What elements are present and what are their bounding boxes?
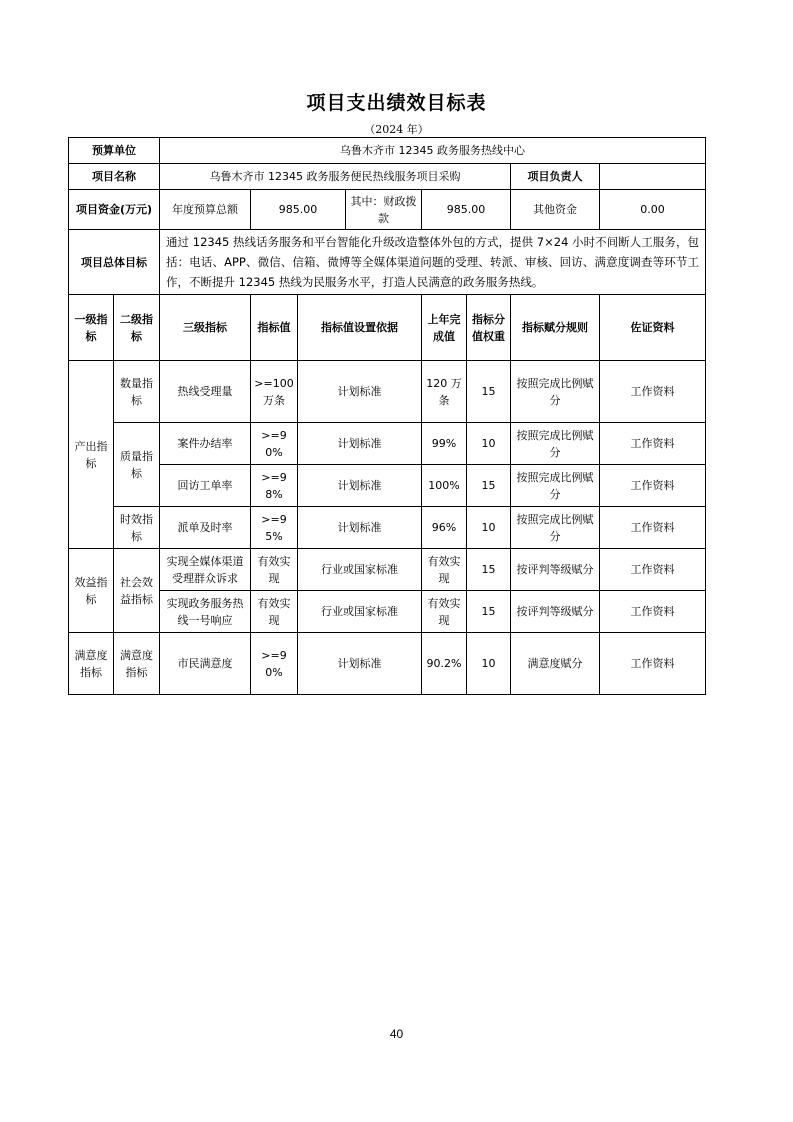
last-year-cell: 96%	[422, 507, 467, 549]
table-row	[69, 507, 706, 549]
basis-cell: 计划标准	[298, 361, 422, 423]
last-year-cell: 90.2%	[422, 633, 467, 695]
indicator-cell: 回访工单率	[160, 465, 251, 507]
evidence-cell: 工作资料	[600, 549, 706, 591]
goal-label: 项目总体目标	[69, 230, 160, 295]
header-row	[69, 295, 706, 361]
weight-cell: 10	[467, 507, 511, 549]
rule-cell: 按照完成比例赋分	[511, 361, 600, 423]
header-rule: 指标赋分规则	[511, 295, 600, 361]
evidence-cell: 工作资料	[600, 423, 706, 465]
table-row	[69, 633, 706, 695]
table-row	[69, 465, 706, 507]
annual-label: 年度预算总额	[160, 190, 251, 230]
year-subtitle: （2024 年）	[364, 123, 429, 136]
value-cell: >=90%	[251, 423, 298, 465]
project-name-label: 项目名称	[69, 164, 160, 190]
basis-cell: 计划标准	[298, 465, 422, 507]
weight-cell: 10	[467, 633, 511, 695]
evidence-cell: 工作资料	[600, 507, 706, 549]
group-social: 社会效益指标	[114, 549, 160, 633]
last-year-cell: 有效实现	[422, 549, 467, 591]
page-title: 项目支出绩效目标表	[306, 92, 487, 114]
rule-cell: 按评判等级赋分	[511, 549, 600, 591]
fiscal-label: 其中：财政拨款	[346, 190, 422, 230]
last-year-cell: 有效实现	[422, 591, 467, 633]
basis-cell: 行业或国家标准	[298, 549, 422, 591]
weight-cell: 15	[467, 465, 511, 507]
indicator-cell: 市民满意度	[160, 633, 251, 695]
header-level1: 一级指标	[69, 295, 114, 361]
project-name-value: 乌鲁木齐市 12345 政务服务便民热线服务项目采购	[160, 164, 511, 190]
fund-label: 项目资金(万元)	[69, 190, 160, 230]
other-value: 0.00	[600, 190, 706, 230]
basis-cell: 计划标准	[298, 423, 422, 465]
rule-cell: 按照完成比例赋分	[511, 507, 600, 549]
header-evidence: 佐证资料	[600, 295, 706, 361]
unit-value: 乌鲁木齐市 12345 政务服务热线中心	[160, 138, 706, 164]
fund-row	[69, 190, 706, 230]
header-level2: 二级指标	[114, 295, 160, 361]
basis-cell: 计划标准	[298, 633, 422, 695]
fiscal-value: 985.00	[422, 190, 511, 230]
value-cell: >=100万条	[251, 361, 298, 423]
performance-table	[68, 137, 706, 695]
weight-cell: 15	[467, 361, 511, 423]
indicator-cell: 热线受理量	[160, 361, 251, 423]
table-row	[69, 549, 706, 591]
rule-cell: 按照完成比例赋分	[511, 465, 600, 507]
group-benefit: 效益指标	[69, 549, 114, 633]
value-cell: 有效实现	[251, 591, 298, 633]
evidence-cell: 工作资料	[600, 633, 706, 695]
basis-cell: 行业或国家标准	[298, 591, 422, 633]
evidence-cell: 工作资料	[600, 361, 706, 423]
rule-cell: 满意度赋分	[511, 633, 600, 695]
rule-cell: 按照完成比例赋分	[511, 423, 600, 465]
indicator-cell: 派单及时率	[160, 507, 251, 549]
header-basis: 指标值设置依据	[298, 295, 422, 361]
indicator-cell: 案件办结率	[160, 423, 251, 465]
header-weight: 指标分值权重	[467, 295, 511, 361]
value-cell: 有效实现	[251, 549, 298, 591]
basis-cell: 计划标准	[298, 507, 422, 549]
header-level3: 三级指标	[160, 295, 251, 361]
table-row	[69, 423, 706, 465]
weight-cell: 15	[467, 549, 511, 591]
indicator-cell: 实现政务服务热线一号响应	[160, 591, 251, 633]
weight-cell: 10	[467, 423, 511, 465]
table-row	[69, 361, 706, 423]
unit-label: 预算单位	[69, 138, 160, 164]
group-output: 产出指标	[69, 361, 114, 549]
header-last-year: 上年完成值	[422, 295, 467, 361]
weight-cell: 15	[467, 591, 511, 633]
value-cell: >=98%	[251, 465, 298, 507]
group-timeliness: 时效指标	[114, 507, 160, 549]
header-value: 指标值	[251, 295, 298, 361]
value-cell: >=95%	[251, 507, 298, 549]
last-year-cell: 99%	[422, 423, 467, 465]
project-name-row	[69, 164, 706, 190]
owner-label: 项目负责人	[511, 164, 600, 190]
evidence-cell: 工作资料	[600, 591, 706, 633]
indicator-cell: 实现全媒体渠道受理群众诉求	[160, 549, 251, 591]
evidence-cell: 工作资料	[600, 465, 706, 507]
table-row	[69, 591, 706, 633]
goal-text: 通过 12345 热线话务服务和平台智能化升级改造整体外包的方式，提供 7×24 小时不间断人工服务，包括：电话、APP、微信、信箱、微博等全媒体渠道问题的受理、转派、审核、回访、满意度调查等环节工作，不断提升 12345 热线为民服务水平，打造人民满意的政务服务热线。	[160, 230, 706, 295]
group-quality: 质量指标	[114, 423, 160, 507]
group-quantity: 数量指标	[114, 361, 160, 423]
unit-row	[69, 138, 706, 164]
group-satisfaction-sub: 满意度指标	[114, 633, 160, 695]
goal-row	[69, 230, 706, 295]
annual-value: 985.00	[251, 190, 346, 230]
group-satisfaction: 满意度指标	[69, 633, 114, 695]
rule-cell: 按评判等级赋分	[511, 591, 600, 633]
last-year-cell: 100%	[422, 465, 467, 507]
owner-value	[600, 164, 706, 190]
page-number: 40	[389, 1027, 404, 1041]
last-year-cell: 120 万条	[422, 361, 467, 423]
value-cell: >=90%	[251, 633, 298, 695]
other-label: 其他资金	[511, 190, 600, 230]
